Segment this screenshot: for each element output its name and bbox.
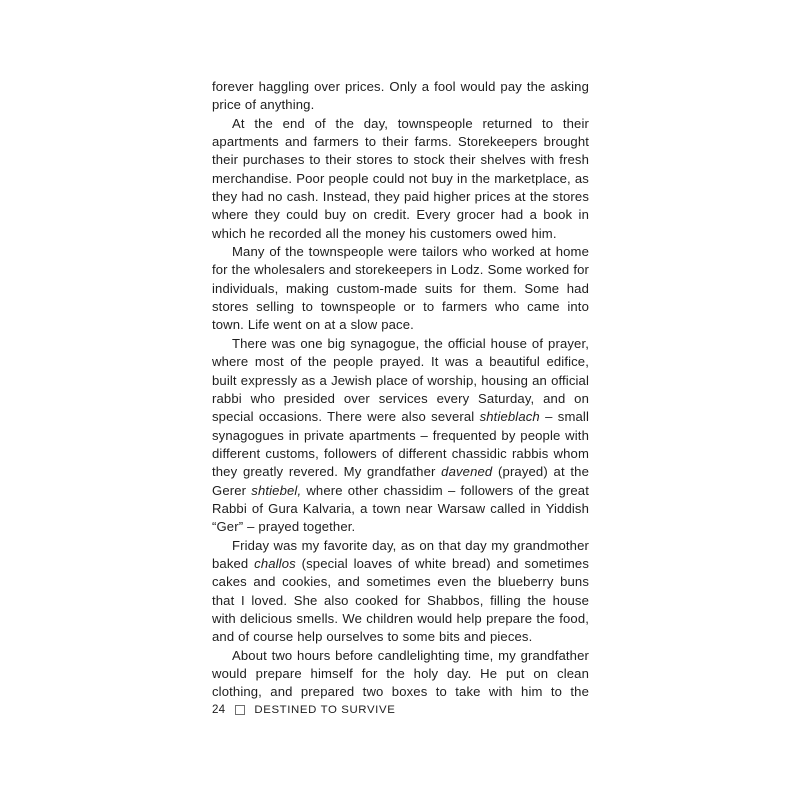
italic-term: davened [441,464,493,480]
page-number: 24 [212,703,226,716]
italic-term: shtieblach [479,409,540,425]
paragraph-candlelighting: About two hours before candlelighting time, my grandfather would prepare himself for the holy day. He put on clean clothing, and prepared two boxes to take with him to the [212,647,589,700]
book-title: DESTINED TO SURVIVE [254,703,396,716]
paragraph-haggling: forever haggling over prices. Only a fool would pay the asking price of anything. [212,79,589,113]
square-box-glyph-icon [235,705,245,715]
running-foot [212,703,395,716]
text-column [212,78,589,702]
italic-term: challos [254,555,296,571]
paragraph-tailors: Many of the townspeople were tailors who worked at home for the wholesalers and storekeepers in Lodz. Some worked for individuals, making custom-made suits for them. Some had stores selling to townspeople or to farmers who came into town. Life went on at a slow pace. [212,244,589,333]
paragraph-synagogue: There was one big synagogue, the official house of prayer, where most of the people prayed. It was a beautiful edifice, built expressly as a Jewish place of worship, housing an official rabbi who presided over services every Saturday, and on special occasions. There were also several shtieblach – small synagogues in private apartments – frequented by people with different customs, followers of different chassidic rabbis whom they greatly revered. My grandfather davened (prayed) at the Gerer shtiebel, where other chassidim – followers of the great Rabbi of Gura Kalvaria, a town near Warsaw called in Yiddish “Ger” – prayed together. [212,335,590,535]
paragraph-end-of-day: At the end of the day, townspeople returned to their apartments and farmers to their farms. Storekeepers brought their purchases to their stores to stock their shelves with fresh merchandise. Poor people could not buy in the marketplace, as they had no cash. Instead, they paid higher prices at the stores where they could buy on credit. Every grocer had a book in which he recorded all the money his customers owed him. [212,115,589,241]
italic-term: shtiebel, [251,482,302,498]
paragraph-friday: Friday was my favorite day, as on that day my grandmother baked challos (special loaves of white bread) and sometimes cakes and cookies, and sometimes even the blueberry buns that I loved. She also cooked for Shabbos, filling the house with delicious smells. We children would help prepare the food, and of course help ourselves to some bits and pieces. [212,537,590,645]
